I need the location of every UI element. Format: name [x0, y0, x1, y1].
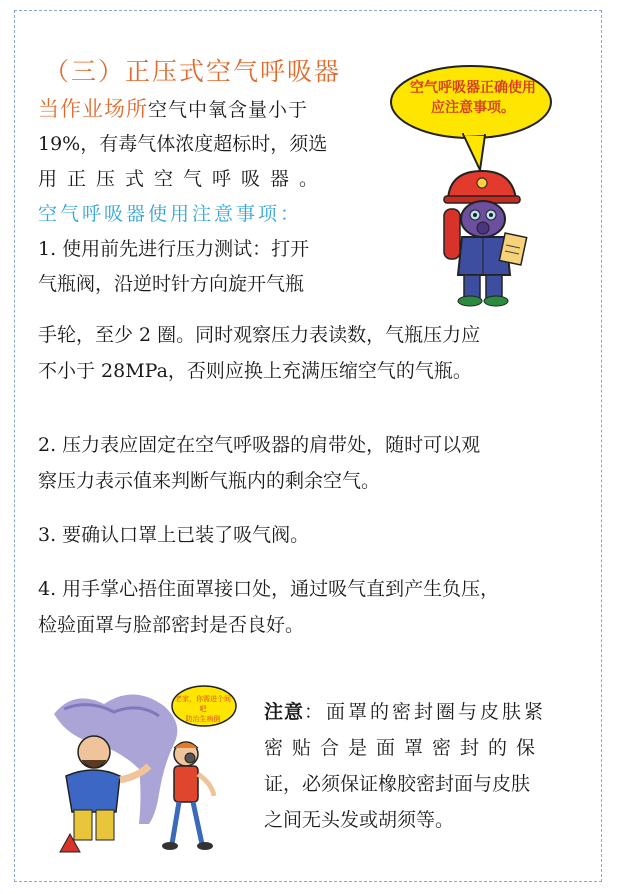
intro-lead: 当作业场所: [38, 97, 148, 121]
intro-line-1: [38, 92, 308, 127]
item-1-line-1: 1. 使用前先进行压力测试：打开: [38, 238, 310, 260]
intro-line-3: 用正压式空气呼吸器。: [38, 168, 329, 190]
callout-line-2: 应注意事项。: [431, 100, 515, 116]
note-label: 注意: [264, 701, 305, 723]
item-2-line-1: 2. 压力表应固定在空气呼吸器的肩带处，随时可以观: [38, 434, 481, 456]
callout-text: [398, 78, 548, 118]
note-colon: ：: [304, 701, 327, 723]
intro-line-1-rest: 空气中氧含量小于: [148, 99, 309, 121]
item-4-line-1: 4. 用手掌心捂住面罩接口处，通过吸气直到产生负压，: [38, 578, 500, 600]
item-3: 3. 要确认口罩上已装了吸气阀。: [38, 524, 310, 546]
scene-bubble-line-1: 老家，你需进个间吧: [175, 695, 231, 713]
item-1-line-3: 手轮，至少 2 圈。同时观察压力表读数，气瓶压力应: [38, 324, 481, 346]
item-4-line-2: 检验面罩与脸部密封是否良好。: [38, 614, 305, 636]
item-2-line-2: 察压力表示值来判断气瓶内的剩余空气。: [38, 470, 381, 492]
note-line-1-text: 面罩的密封圈与皮肤紧: [326, 701, 547, 723]
section-title: （三）正压式空气呼吸器: [44, 57, 342, 86]
note-line-2: 密贴合是面罩密封的保: [264, 737, 545, 759]
scene-bubble-text: [172, 694, 234, 724]
fireman-illustration: [430, 165, 540, 307]
item-1-line-2: 气瓶阀，沿逆时针方向旋开气瓶: [38, 273, 305, 295]
item-1-line-4: 不小于 28MPa，否则应换上充满压缩空气的气瓶。: [38, 360, 472, 382]
scene-bubble-line-2: 防治生病倒: [185, 715, 221, 723]
intro-line-2: 19%，有毒气体浓度超标时，须选: [38, 133, 328, 155]
note-line-4: 之间无头发或胡须等。: [264, 809, 455, 831]
note-line-3: 证，必须保证橡胶密封面与皮肤: [264, 773, 531, 795]
notes-heading: 空气呼吸器使用注意事项：: [38, 203, 303, 225]
note-line-1: [264, 695, 546, 729]
callout-line-1: 空气呼吸器正确使用: [410, 80, 536, 96]
